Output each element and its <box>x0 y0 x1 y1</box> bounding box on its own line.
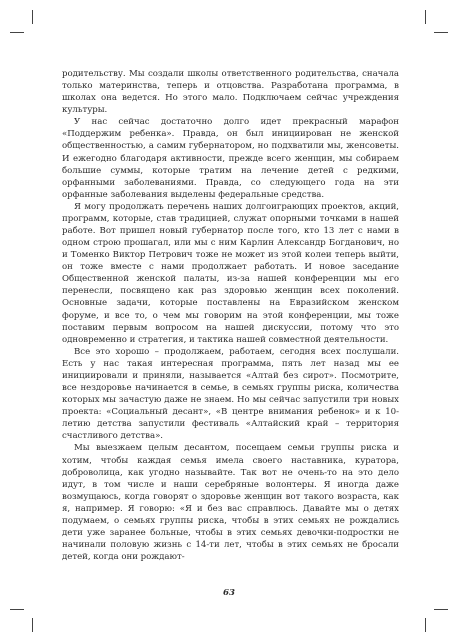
paragraph: родительству. Мы создали школы ответственного родительства, сначала только материнства, теперь и отцовства. Разработана программа, в школах она ведется. Но этого мало. Подключаем сейчас учреждения культуры. <box>62 69 399 116</box>
paragraph: Все это хорошо – продолжаем, работаем, сегодня всех послушали. Есть у нас такая интересная программа, пять лет назад мы ее инициировали и приняли, называется «Алтай без сирот». Посмотрите, все нездоровье начинается в семье, в семьях группы риска, количества которых мы зачастую даже не знаем. Но мы сейчас запустили три новых проекта: «Социальный десант», «В центре внимания ребенок» и к 10-летию детства запустили фестиваль «Алтайский край – территория счастливого детства». <box>62 346 399 442</box>
crop-mark-top-left-h <box>10 32 24 33</box>
page-number: 63 <box>223 588 235 598</box>
body-text <box>62 68 399 563</box>
crop-mark-bottom-left-h <box>10 609 24 610</box>
paragraph: У нас сейчас достаточно долго идет прекрасный марафон «Поддержим ребенка». Правда, он был инициирован не женской общественностью, а самим губернатором, но подхватили мы, женсоветы. И ежегодно благодаря активности, прежде всего женщин, мы собираем большие суммы, которые тратим на лечение детей с редкими, орфанными заболеваниями. Правда, со следующего года на эти орфанные заболевания выделены федеральные средства. <box>62 117 399 200</box>
crop-mark-bottom-left-v <box>32 618 33 632</box>
crop-mark-bottom-right-v <box>425 618 426 632</box>
crop-mark-top-left-v <box>32 10 33 24</box>
crop-mark-top-right-h <box>434 32 448 33</box>
crop-mark-top-right-v <box>425 10 426 24</box>
paragraph: Мы выезжаем целым десантом, посещаем семьи группы риска и хотим, чтобы каждая семья имела своего наставника, куратора, доброволица, как угодно называйте. Так вот не очень-то на это дело идут, в том числе и наши серебряные волонтеры. Я иногда даже возмущаюсь, когда говорят о здоровье женщин вот такого возраста, как я, например. Я говорю: «Я и без вас справлюсь. Давайте мы о детях подумаем, о семьях группы риска, чтобы в этих семьях не рождались дети уже заранее больные, чтобы в этих семьях девочки-подростки не начинали половую жизнь с 14-ти лет, чтобы в этих семьях не бросали детей, когда они рождают- <box>62 443 399 563</box>
crop-mark-bottom-right-h <box>434 609 448 610</box>
paragraph: Я могу продолжать перечень наших долгоиграющих проектов, акций, программ, которые, став традицией, служат опорными точками в нашей работе. Вот пришел новый губернатор после того, кто 13 лет с нами в одном строю прошагал, или мы с ним Карлин Александр Богданович, но и Томенко Виктор Петрович тоже не может из этой колеи теперь выйти, он тоже вместе с нами продолжает работать. И новое заседание Общественной женской палаты, из-за нашей конференции мы его перенесли, посвящено как раз здоровью женщин всех поколений. Основные задачи, которые поставлены на Евразийском женском форуме, и все то, о чем мы говорим на этой конференции, мы тоже поставим первым вопросом на нашей дискуссии, потому что это одновременно и стратегия, и тактика нашей совместной деятельности. <box>62 201 399 345</box>
